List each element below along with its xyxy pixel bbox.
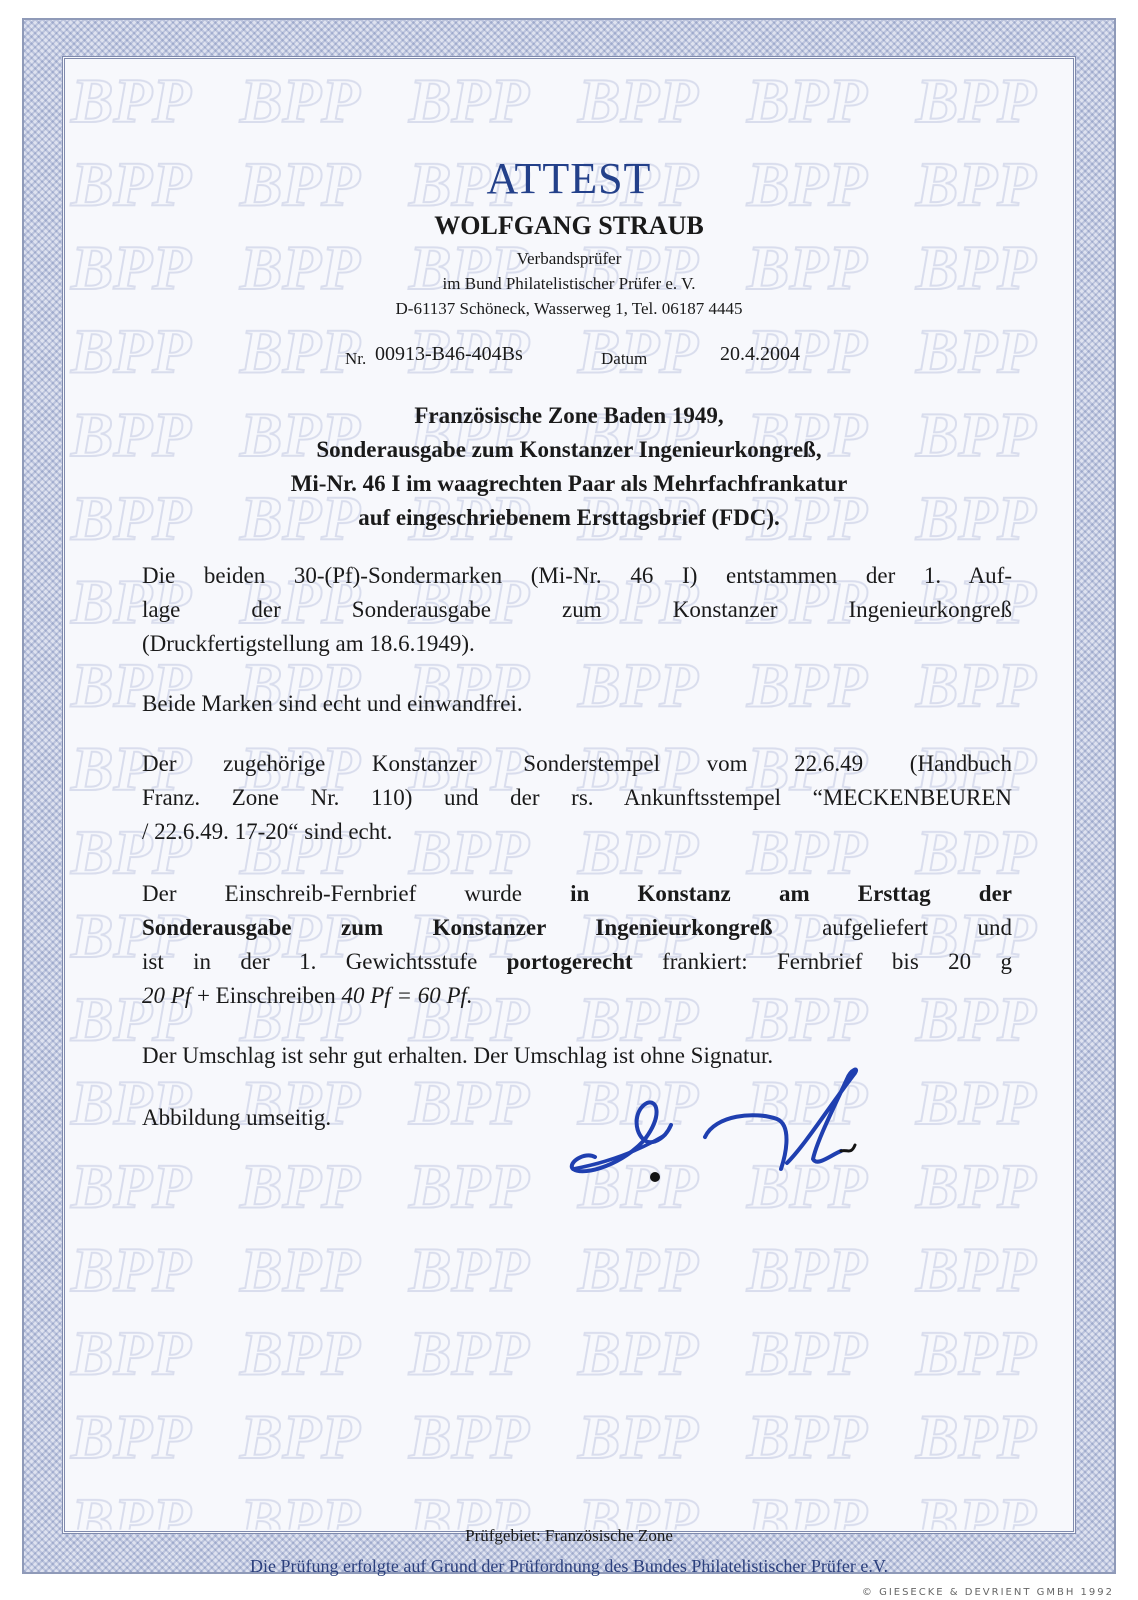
paragraph-postage [142,877,1012,1013]
printer-imprint: © GIESECKE & DEVRIENT GMBH 1992 [861,1587,1114,1598]
examiner-role: Verbandsprüfer [516,249,622,268]
text-line: Abbildung umseitig. [142,1105,332,1130]
subject-line: Mi-Nr. 46 I im waagrechten Paar als Mehrfachfrankatur [290,471,848,496]
nr-value: 00913-B46-404Bs [375,343,523,365]
subject-line: auf eingeschriebenem Ersttagsbrief (FDC). [358,505,780,530]
examiner-signature [555,1059,885,1189]
date-value: 20.4.2004 [720,343,800,365]
subject-block [65,399,1073,535]
text-segment-italic: 40 Pf = 60 Pf. [341,983,473,1008]
text-line [142,877,1012,911]
certificate-content [65,59,1073,1531]
paragraph-genuine [142,687,1012,721]
examination-notice: Die Prüfung erfolgte auf Grund der Prüfordnung des Bundes Philatelistischer Prüfer e.V. [249,1556,889,1576]
text-segment: ist in der 1. Gewichtsstufe [142,949,478,974]
text-line: (Druckfertigstellung am 18.6.1949). [142,631,475,656]
text-segment: + Einschreiben [196,983,336,1008]
paragraph-origin [142,559,1012,661]
text-line: / 22.6.49. 17-20“ sind echt. [142,819,393,844]
text-line: Der zugehörige Konstanzer Sonderstempel vom 22.6.49 (Handbuch [142,751,1012,776]
text-segment: aufgeliefert und [822,915,1013,940]
examiner-address: D-61137 Schöneck, Wasserweg 1, Tel. 06187 4445 [395,299,743,318]
paragraph-postmark [142,747,1012,849]
text-segment-bold: Sonderausgabe zum Konstanzer Ingenieurkongreß [142,915,773,940]
text-line: Die beiden 30-(Pf)-Sondermarken (Mi-Nr. 46 I) entstammen der 1. Auf- [142,563,1012,588]
certificate-title: ATTEST [486,154,652,203]
text-line [142,945,1012,979]
text-line: Der Umschlag ist sehr gut erhalten. Der Umschlag ist ohne Signatur. [142,1043,774,1068]
text-line [142,979,1012,1013]
subject-line: Französische Zone Baden 1949, [414,403,724,428]
text-segment-italic: 20 Pf [142,983,192,1008]
certificate-panel [62,56,1076,1534]
date-label: Datum [601,349,648,368]
examiner-name: WOLFGANG STRAUB [434,211,704,240]
examiner-association: im Bund Philatelistischer Prüfer e. V. [442,274,696,293]
examination-area: Prüfgebiet: Französische Zone [465,1526,673,1545]
text-line: Beide Marken sind echt und einwandfrei. [142,691,523,716]
text-line: lage der Sonderausgabe zum Konstanzer Ingenieurkongreß [142,597,1012,622]
text-segment: frankiert: Fernbrief bis 20 g [662,949,1013,974]
nr-label: Nr. [345,349,367,368]
subject-line: Sonderausgabe zum Konstanzer Ingenieurkongreß, [316,437,822,462]
text-segment-bold: portogerecht [506,949,633,974]
text-line [142,911,1012,945]
text-segment: Der Einschreib-Fernbrief wurde [142,881,522,906]
text-line: Franz. Zone Nr. 110) und der rs. Ankunftsstempel “MECKENBEUREN [142,785,1012,810]
text-segment-bold: in Konstanz am Ersttag der [570,881,1013,906]
